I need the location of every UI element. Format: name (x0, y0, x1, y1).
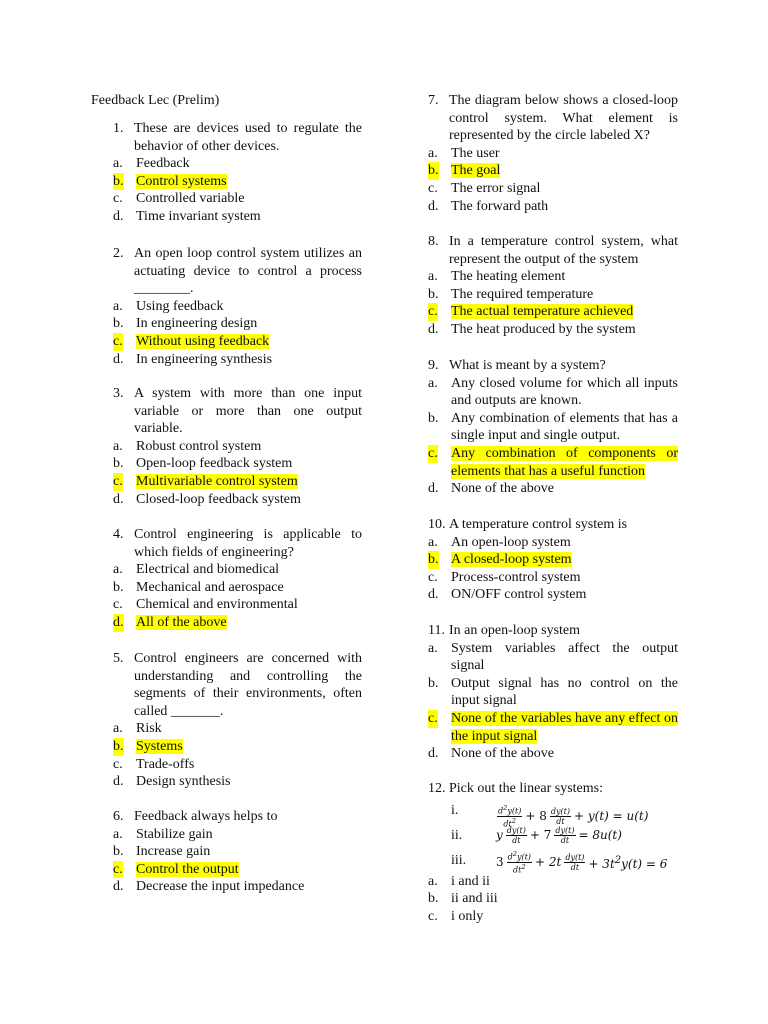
answer-option[interactable] (428, 569, 678, 587)
answer-option[interactable] (428, 745, 678, 763)
option-text: System variables affect the output signal (451, 640, 678, 674)
equation-item (428, 848, 678, 873)
answer-option[interactable] (113, 491, 362, 509)
answer-option[interactable] (113, 315, 362, 333)
answer-option[interactable] (113, 333, 362, 351)
option-text: The required temperature (451, 286, 594, 302)
question-stem (113, 526, 362, 561)
option-text: Trade-offs (136, 756, 195, 772)
question-number: 4. (113, 527, 124, 542)
question-11 (428, 622, 678, 763)
option-text: i and ii (451, 873, 490, 889)
answer-options (428, 534, 678, 604)
option-letter: c. (428, 908, 438, 924)
question-stem (428, 233, 678, 268)
answer-option[interactable] (428, 375, 678, 410)
highlighted-answer: Without using feedback (136, 333, 270, 349)
option-letter: d. (113, 614, 124, 630)
option-letter: a. (428, 375, 438, 391)
option-text: None of the above (451, 746, 555, 762)
question-stem (428, 780, 678, 798)
option-text: Using feedback (136, 298, 224, 314)
answer-option[interactable] (428, 534, 678, 552)
option-letter: a. (428, 145, 438, 161)
option-text: ii and iii (451, 891, 498, 907)
answer-options (428, 873, 678, 926)
answer-option[interactable] (428, 551, 678, 569)
answer-option[interactable] (428, 162, 678, 180)
question-text: Control engineering is applicable to which fields of engineering? (134, 527, 362, 560)
question-stem (113, 385, 362, 438)
question-stem (428, 516, 678, 534)
option-letter: a. (113, 438, 123, 454)
question-text: An open loop control system utilizes an actuating device to control a process ________. (134, 246, 362, 297)
answer-option[interactable] (428, 145, 678, 163)
answer-option[interactable] (428, 180, 678, 198)
answer-option[interactable] (113, 561, 362, 579)
answer-options (428, 375, 678, 498)
option-letter: c. (428, 304, 438, 320)
option-text: An open-loop system (451, 534, 571, 550)
question-stem (113, 808, 362, 826)
answer-option[interactable] (428, 710, 678, 745)
question-number: 5. (113, 651, 124, 666)
answer-options (428, 268, 678, 338)
option-letter: c. (428, 710, 438, 726)
option-text: Output signal has no control on the input signal (451, 675, 678, 709)
equation-item (428, 798, 678, 829)
highlighted-answer: A closed-loop system (451, 552, 572, 568)
question-number: 3. (113, 386, 124, 401)
answer-option[interactable] (428, 586, 678, 604)
question-number: 6. (113, 809, 124, 824)
answer-option[interactable] (113, 455, 362, 473)
option-letter: a. (113, 298, 123, 314)
answer-options (113, 561, 362, 631)
option-letter: c. (428, 445, 438, 461)
option-text: Time invariant system (136, 208, 261, 224)
question-number: 8. (428, 234, 439, 249)
roman-numeral: iii. (451, 852, 467, 868)
option-text: None of the above (451, 481, 555, 497)
equation: y $\frac{dy(t)}{dt}$ + 7 $\frac{dy(t)}{dt}$ = 8u(t) (496, 825, 622, 845)
option-letter: a. (113, 156, 123, 172)
question-stem (428, 622, 678, 640)
option-text: Risk (136, 721, 162, 737)
answer-option[interactable] (428, 640, 678, 675)
question-text: Pick out the linear systems: (449, 781, 603, 796)
question-6 (113, 808, 362, 896)
answer-option[interactable] (113, 596, 362, 614)
option-letter: a. (428, 534, 438, 550)
option-letter: a. (428, 873, 438, 889)
answer-option[interactable] (428, 873, 678, 891)
option-text: Increase gain (136, 844, 211, 860)
question-4 (113, 526, 362, 632)
question-stem (428, 92, 678, 145)
answer-option[interactable] (428, 286, 678, 304)
question-text: Control engineers are concerned with understanding and controlling the segments of their environments, often called _______. (134, 651, 362, 719)
equation: $\frac{d^2y(t)}{dt^2}$ + 8 $\frac{dy(t)}{dt}$ + y(t) = u(t) (498, 803, 649, 829)
highlighted-answer: Multivariable control system (136, 473, 298, 489)
option-letter: d. (428, 321, 439, 337)
question-text: In a temperature control system, what represent the output of the system (449, 234, 678, 267)
question-stem (113, 245, 362, 298)
option-letter: d. (428, 587, 439, 603)
answer-option[interactable] (428, 303, 678, 321)
answer-option[interactable] (428, 908, 678, 926)
question-number: 2. (113, 246, 124, 261)
option-letter: c. (428, 180, 438, 196)
answer-options (428, 145, 678, 215)
option-text: The user (451, 145, 500, 161)
option-text: Stabilize gain (136, 826, 213, 842)
option-letter: c. (428, 569, 438, 585)
question-stem (113, 120, 362, 155)
question-text: In an open-loop system (449, 623, 581, 638)
answer-option[interactable] (113, 878, 362, 896)
roman-numeral: i. (451, 802, 459, 818)
question-5 (113, 650, 362, 791)
option-letter: b. (113, 738, 124, 754)
question-text: Feedback always helps to (134, 809, 278, 824)
equation-item (428, 823, 678, 848)
option-text: Any combination of elements that has a single input and single output. (451, 410, 678, 444)
option-text: Chemical and environmental (136, 597, 298, 613)
answer-option[interactable] (428, 480, 678, 498)
option-letter: b. (428, 286, 439, 302)
question-text: A temperature control system is (449, 517, 628, 532)
option-text: ON/OFF control system (451, 587, 587, 603)
option-letter: c. (113, 597, 123, 613)
option-text: Design synthesis (136, 774, 231, 790)
question-8 (428, 233, 678, 339)
highlighted-answer: Any combination of components or elements that has a useful function (451, 445, 678, 479)
option-text: i only (451, 908, 484, 924)
answer-option[interactable] (113, 190, 362, 208)
answer-option[interactable] (428, 268, 678, 286)
question-9 (428, 357, 678, 498)
question-1 (113, 120, 362, 226)
option-text: Any closed volume for which all inputs and outputs are known. (451, 375, 678, 409)
answer-option[interactable] (113, 298, 362, 316)
answer-option[interactable] (428, 445, 678, 480)
answer-option[interactable] (113, 826, 362, 844)
answer-option[interactable] (113, 756, 362, 774)
option-letter: d. (113, 208, 124, 224)
answer-option[interactable] (428, 198, 678, 216)
option-text: The error signal (451, 180, 541, 196)
option-letter: b. (428, 410, 439, 426)
option-text: Controlled variable (136, 191, 245, 207)
answer-options (113, 155, 362, 225)
equation: 3 $\frac{d^2y(t)}{dt^2}$ + 2t $\frac{dy(t)}{dt}$ + $3t^2y(t) = 6$ (496, 849, 668, 875)
option-letter: b. (428, 675, 439, 691)
question-text: The diagram below shows a closed-loop control system. What element is represented by the circle labeled X? (449, 93, 678, 144)
option-letter: d. (113, 491, 124, 507)
option-text: Decrease the input impedance (136, 879, 305, 895)
question-number: 7. (428, 93, 439, 108)
option-letter: d. (113, 879, 124, 895)
answer-option[interactable] (428, 321, 678, 339)
option-letter: a. (113, 826, 123, 842)
answer-option[interactable] (428, 410, 678, 445)
option-text: Open-loop feedback system (136, 456, 293, 472)
answer-option[interactable] (113, 438, 362, 456)
option-letter: c. (113, 473, 123, 489)
option-letter: b. (428, 891, 439, 907)
question-text: These are devices used to regulate the behavior of other devices. (134, 121, 362, 154)
option-letter: d. (428, 198, 439, 214)
answer-option[interactable] (428, 890, 678, 908)
option-letter: a. (113, 721, 123, 737)
option-letter: a. (113, 562, 123, 578)
answer-option[interactable] (113, 738, 362, 756)
highlighted-answer: Systems (136, 738, 183, 754)
option-text: Robust control system (136, 438, 262, 454)
option-text: The forward path (451, 198, 549, 214)
question-10 (428, 516, 678, 604)
answer-option[interactable] (113, 579, 362, 597)
question-number: 12. (428, 781, 446, 796)
option-letter: a. (428, 640, 438, 656)
question-number: 10. (428, 517, 446, 532)
answer-option[interactable] (113, 861, 362, 879)
option-letter: b. (113, 844, 124, 860)
option-letter: b. (113, 456, 124, 472)
option-text: Mechanical and aerospace (136, 579, 284, 595)
answer-option[interactable] (113, 473, 362, 491)
option-text: In engineering synthesis (136, 351, 273, 367)
option-text: Feedback (136, 156, 190, 172)
answer-options (113, 720, 362, 790)
highlighted-answer: Control the output (136, 861, 239, 877)
option-letter: b. (428, 163, 439, 179)
highlighted-answer: None of the variables have any effect on the input signal (451, 710, 678, 744)
option-letter: d. (428, 746, 439, 762)
highlighted-answer: Control systems (136, 173, 227, 189)
highlighted-answer: The goal (451, 163, 501, 179)
question-number: 1. (113, 121, 124, 136)
answer-option[interactable] (428, 675, 678, 710)
equation-list (428, 798, 678, 873)
highlighted-answer: All of the above (136, 614, 227, 630)
question-number: 9. (428, 358, 439, 373)
question-stem (113, 650, 362, 720)
question-text: What is meant by a system? (449, 358, 606, 373)
option-text: Process-control system (451, 569, 581, 585)
highlighted-answer: The actual temperature achieved (451, 304, 634, 320)
page-title: Feedback Lec (Prelim) (91, 93, 220, 108)
question-number: 11. (428, 623, 445, 638)
option-letter: c. (113, 191, 123, 207)
option-text: The heating element (451, 269, 566, 285)
answer-option[interactable] (113, 614, 362, 632)
answer-option[interactable] (113, 208, 362, 226)
answer-options (113, 298, 362, 368)
option-letter: d. (428, 481, 439, 497)
option-text: In engineering design (136, 316, 258, 332)
option-letter: d. (113, 774, 124, 790)
answer-options (113, 438, 362, 508)
option-letter: a. (428, 269, 438, 285)
option-letter: c. (113, 333, 123, 349)
option-letter: c. (113, 861, 123, 877)
answer-option[interactable] (113, 720, 362, 738)
question-12 (428, 780, 678, 925)
question-2 (113, 245, 362, 368)
question-stem (428, 357, 678, 375)
option-letter: d. (113, 351, 124, 367)
answer-option[interactable] (113, 773, 362, 791)
roman-numeral: ii. (451, 827, 463, 843)
option-letter: b. (428, 552, 439, 568)
option-text: Electrical and biomedical (136, 562, 280, 578)
option-letter: b. (113, 173, 124, 189)
option-letter: b. (113, 316, 124, 332)
question-3 (113, 385, 362, 508)
answer-options (113, 826, 362, 896)
option-letter: b. (113, 579, 124, 595)
option-text: The heat produced by the system (451, 321, 636, 337)
answer-option[interactable] (113, 173, 362, 191)
option-text: Closed-loop feedback system (136, 491, 301, 507)
option-letter: c. (113, 756, 123, 772)
question-text: A system with more than one input variable or more than one output variable. (134, 386, 362, 437)
answer-option[interactable] (113, 155, 362, 173)
question-7 (428, 92, 678, 215)
answer-option[interactable] (113, 351, 362, 369)
answer-option[interactable] (113, 843, 362, 861)
answer-options (428, 640, 678, 763)
